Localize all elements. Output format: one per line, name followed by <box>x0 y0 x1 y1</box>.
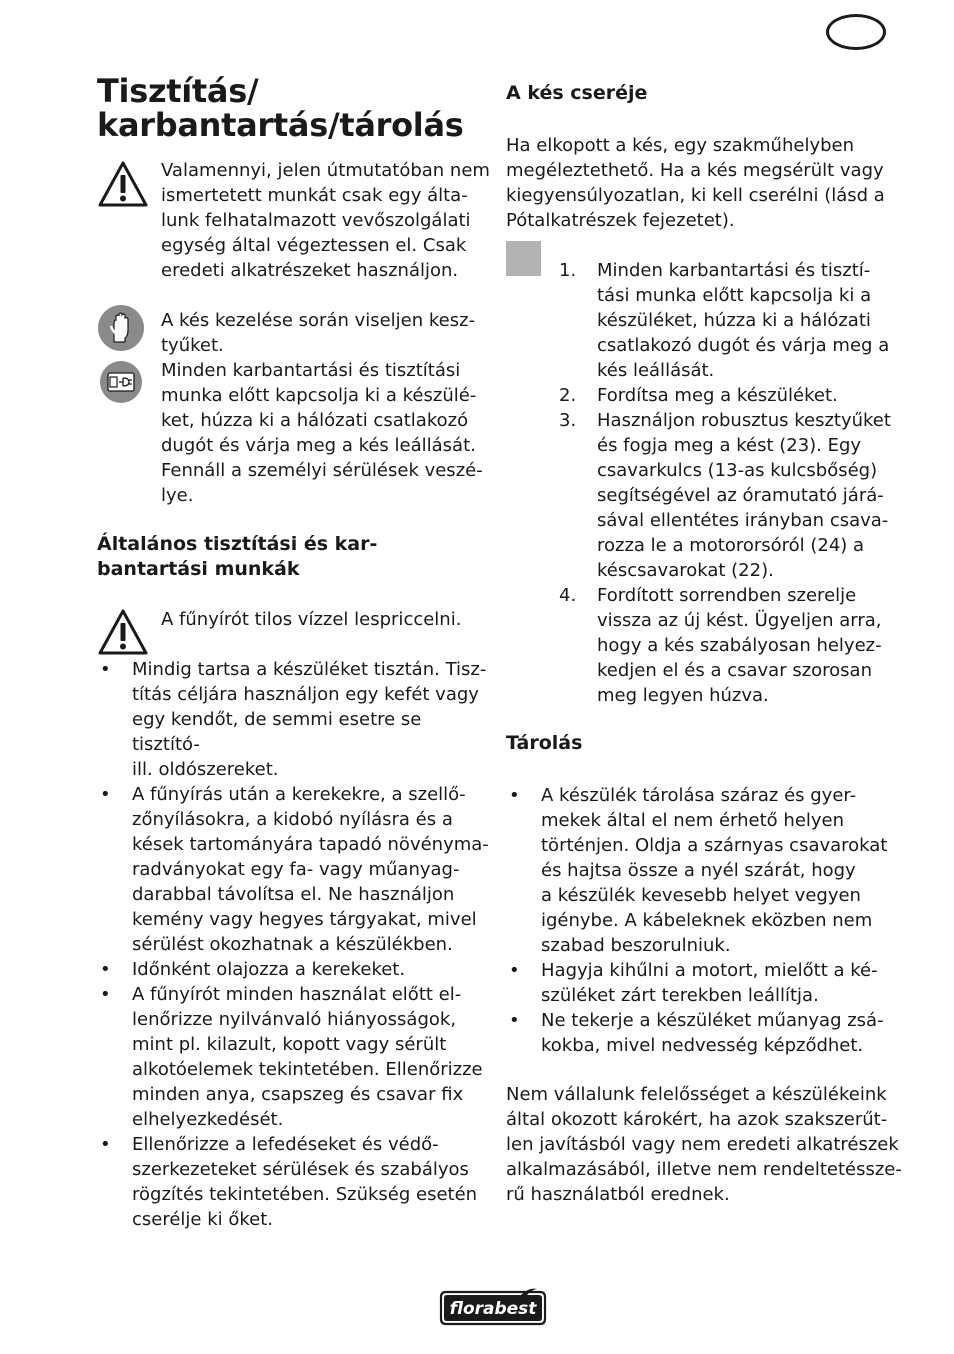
text-line: által okozott károkért, ha azok szakszerűt- <box>506 1109 888 1130</box>
text-line: elhelyezkedését. <box>132 1109 284 1130</box>
florabest-logo <box>437 1287 549 1327</box>
text-line: Mindig tartsa a készüléket tisztán. Tisz- <box>132 659 487 680</box>
list-item <box>100 982 492 1132</box>
unplug-paragraph <box>161 358 491 508</box>
text-line: rögzítés tekintetében. Szükség esetén <box>132 1184 478 1205</box>
step-item <box>559 383 907 408</box>
text-line: alkalmazásából, illetve nem rendeltetéssze- <box>506 1159 902 1180</box>
storage-bullet-list <box>509 783 907 1058</box>
bullet-dot: • <box>509 960 520 981</box>
text-line: lenőrizze nyilvánvaló hiányosságok, <box>132 1009 457 1030</box>
bullet-dot: • <box>100 984 111 1005</box>
storage-heading: Tárolás <box>506 732 583 754</box>
warning-triangle-icon <box>97 160 149 208</box>
text-line: rű használatból erednek. <box>506 1184 730 1205</box>
text-line: csavarkulcs (13-as kulcsbőség) <box>597 460 878 481</box>
text-line: alkotóelemek tekintetében. Ellenőrizze <box>132 1059 483 1080</box>
step-item <box>559 583 907 708</box>
text-line: Pótalkatrészek fejezetet). <box>506 210 735 231</box>
liability-paragraph <box>506 1082 906 1207</box>
text-line: eredeti alkatrészeket használjon. <box>161 260 459 281</box>
text-line: A kés kezelése során viseljen kesz- <box>161 310 476 331</box>
page-title-line-1: Tisztítás/ <box>97 72 259 110</box>
text-line: minden anya, csapszeg és csavar fix <box>132 1084 464 1105</box>
text-line: tási munka előtt kapcsolja ki a <box>597 285 872 306</box>
water-warning-text: A fűnyírót tilos vízzel lespriccelni. <box>161 609 462 630</box>
language-badge <box>826 14 886 50</box>
text-line: A fűnyírás után a kerekekre, a szellő- <box>132 784 466 805</box>
text-line: A készülék tárolása száraz és gyer- <box>541 785 857 806</box>
text-line: Minden karbantartási és tisztí- <box>597 260 871 281</box>
text-line: kés leállását. <box>597 360 715 381</box>
text-line: és fogja meg a kést (23). Egy <box>597 435 862 456</box>
bullet-dot: • <box>100 1134 111 1155</box>
text-line: darabbal távolítsa el. Ne használjon <box>132 884 455 905</box>
text-line: kések tartományára tapadó növényma- <box>132 834 489 855</box>
text-line: Ha elkopott a kés, egy szakműhelyben <box>506 135 855 156</box>
text-line: mekek által el nem érhető helyen <box>541 810 845 831</box>
section-heading-general <box>97 532 489 582</box>
knife-intro-paragraph <box>506 133 906 233</box>
text-line: egység által végeztessen el. Csak <box>161 235 467 256</box>
text-line: A fűnyírót minden használat előtt el- <box>132 984 462 1005</box>
bullet-dot: • <box>100 659 111 680</box>
figure-reference-marker <box>506 241 541 276</box>
bullet-dot: • <box>509 785 520 806</box>
text-line: igénybe. A kábeleknek eközben nem <box>541 910 873 931</box>
text-line: Nem vállalunk felelősséget a készülékeink <box>506 1084 887 1105</box>
text-line: csatlakozó dugót és várja meg a <box>597 335 890 356</box>
unplug-icon <box>99 360 143 404</box>
text-line: hogy a kés szabályosan helyez- <box>597 635 882 656</box>
step-number: 1. <box>559 260 577 281</box>
list-item <box>509 783 907 958</box>
maintenance-bullet-list <box>100 657 492 1232</box>
text-line: dugót és várja meg a kés leállását. <box>161 435 476 456</box>
page-title <box>97 74 464 142</box>
bullet-dot: • <box>100 959 111 980</box>
text-line: radványokat egy fa- vagy műanyag- <box>132 859 460 880</box>
text-line: zőnyílásokra, a kidobó nyílásra és a <box>132 809 453 830</box>
text-line: a készülék kevesebb helyet vegyen <box>541 885 861 906</box>
step-number: 4. <box>559 585 577 606</box>
list-item <box>509 958 907 1008</box>
warning-paragraph <box>161 158 491 283</box>
bullet-dot: • <box>100 784 111 805</box>
step-item <box>559 408 907 583</box>
text-line: egy kendőt, de semmi esetre se tisztító- <box>132 709 422 755</box>
text-line: megéleztethető. Ha a kés megsérült vagy <box>506 160 884 181</box>
text-line: ismertetett munkát csak egy álta- <box>161 185 468 206</box>
text-line: Fordított sorrendben szerelje <box>597 585 857 606</box>
text-line: Ellenőrizze a lefedéseket és védő- <box>132 1134 439 1155</box>
text-line: lye. <box>161 485 194 506</box>
text-line: és hajtsa össze a nyél szárát, hogy <box>541 860 856 881</box>
text-line: meg legyen húzva. <box>597 685 769 706</box>
text-line: Minden karbantartási és tisztítási <box>161 360 461 381</box>
list-item <box>100 782 492 957</box>
text-line: Használjon robusztus kesztyűket <box>597 410 891 431</box>
text-line: Valamennyi, jelen útmutatóban nem <box>161 160 490 181</box>
text-line: készüléket, húzza ki a hálózati <box>597 310 871 331</box>
text-line: Fennáll a személyi sérülések veszé- <box>161 460 483 481</box>
text-line: kedjen el és a csavar szorosan <box>597 660 872 681</box>
gloves-icon <box>97 304 145 352</box>
text-line: ill. oldószereket. <box>132 759 279 780</box>
heading-line: bantartási munkák <box>97 558 300 580</box>
text-line: vissza az új kést. Ügyeljen arra, <box>597 610 882 631</box>
text-line: títás céljára használjon egy kefét vagy <box>132 684 479 705</box>
text-line: kemény vagy hegyes tárgyakat, mivel <box>132 909 477 930</box>
bullet-dot: • <box>509 1010 520 1031</box>
list-item <box>100 1132 492 1232</box>
text-line: szerkezeteket sérülések és szabályos <box>132 1159 469 1180</box>
text-line: ket, húzza ki a hálózati csatlakozó <box>161 410 469 431</box>
text-line: lunk felhatalmazott vevőszolgálati <box>161 210 471 231</box>
text-line: sérülést okozhatnak a készülékben. <box>132 934 453 955</box>
text-line: késcsavarokat (22). <box>597 560 774 581</box>
text-line: Hagyja kihűlni a motort, mielőtt a ké- <box>541 960 878 981</box>
page-title-line-2: karbantartás/tárolás <box>97 106 464 144</box>
text-line: történjen. Oldja a szárnyas csavarokat <box>541 835 888 856</box>
step-item <box>559 258 907 383</box>
text-line: len javításból vagy nem eredeti alkatrészek <box>506 1134 899 1155</box>
list-item <box>509 1008 907 1058</box>
text-line: munka előtt kapcsolja ki a készülé- <box>161 385 477 406</box>
heading-line: Általános tisztítási és kar- <box>97 533 378 555</box>
text-line: rozza le a motororsóról (24) a <box>597 535 865 556</box>
list-item <box>100 957 492 982</box>
text-line: sával ellentétes irányban csava- <box>597 510 889 531</box>
gloves-paragraph <box>161 308 491 358</box>
text-line: szüléket zárt terekben leállítja. <box>541 985 819 1006</box>
knife-replacement-steps <box>559 258 907 708</box>
text-line: kokba, mivel nedvesség képződhet. <box>541 1035 864 1056</box>
logo-text: florabest <box>449 1299 537 1319</box>
text-line: Fordítsa meg a készüléket. <box>597 385 838 406</box>
text-line: Ne tekerje a készüléket műanyag zsá- <box>541 1010 884 1031</box>
knife-heading: A kés cseréje <box>506 82 648 104</box>
warning-triangle-icon <box>97 608 149 656</box>
text-line: segítségével az óramutató járá- <box>597 485 884 506</box>
step-number: 2. <box>559 385 577 406</box>
text-line: szabad beszorulniuk. <box>541 935 731 956</box>
list-item <box>100 657 492 782</box>
text-line: Időnként olajozza a kerekeket. <box>132 959 406 980</box>
text-line: mint pl. kilazult, kopott vagy sérült <box>132 1034 447 1055</box>
text-line: cserélje ki őket. <box>132 1209 274 1230</box>
text-line: kiegyensúlyozatlan, ki kell cserélni (lásd a <box>506 185 885 206</box>
step-number: 3. <box>559 410 577 431</box>
text-line: tyűket. <box>161 335 224 356</box>
